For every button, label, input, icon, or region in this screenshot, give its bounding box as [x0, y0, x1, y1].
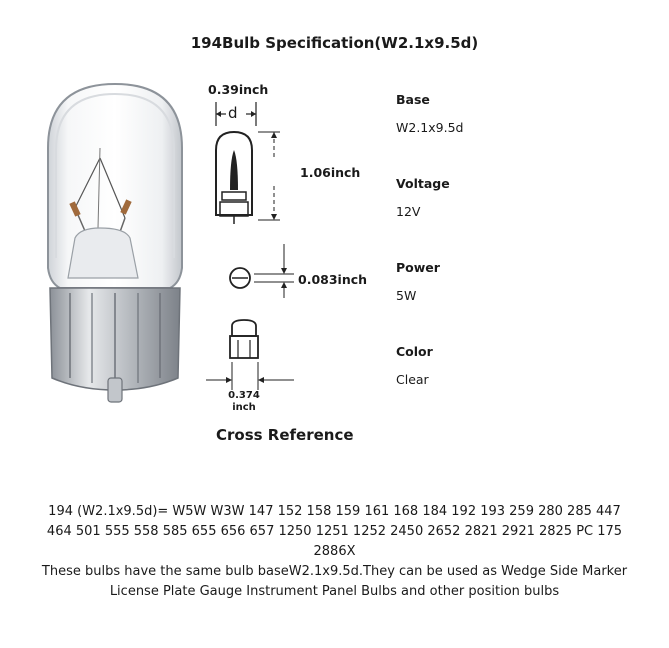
page-title: 194Bulb Specification(W2.1x9.5d) [190, 34, 479, 52]
dimension-height: 1.06inch [300, 165, 361, 180]
cross-reference-list: 194 (W2.1x9.5d)= W5W W3W 147 152 158 159 161 168 184 192 193 259 280 285 447 464 501 555 558 585 655 656 657 1250 1251 1252 2450 2652 2821 2921 2825 PC 175 2886X [46, 504, 623, 559]
spec-label-base: Base [396, 92, 430, 107]
base-drawing [200, 312, 310, 392]
cross-reference-title: Cross Reference [216, 426, 354, 444]
thickness-drawing [220, 240, 300, 300]
description-text: These bulbs have the same bulb baseW2.1x9.5d.They can be used as Wedge Side Marker License Plate Gauge Instrument Panel Bulbs and other position bulbs [41, 564, 628, 599]
dimension-d-label: d [228, 104, 238, 122]
spec-label-voltage: Voltage [396, 176, 450, 191]
spec-label-color: Color [396, 344, 433, 359]
dimension-thickness: 0.083inch [298, 272, 368, 287]
spec-value-voltage: 12V [396, 204, 421, 219]
spec-label-power: Power [396, 260, 440, 275]
dimension-width: 0.39inch [208, 82, 269, 97]
bulb-photo [30, 78, 200, 418]
spec-value-power: 5W [396, 288, 417, 303]
bulb-outline-drawing [200, 120, 300, 230]
dimension-base-width: 0.374 inch [228, 390, 260, 413]
spec-value-color: Clear [396, 372, 429, 387]
bottom-text-block [40, 502, 629, 602]
spec-value-base: W2.1x9.5d [396, 120, 464, 135]
